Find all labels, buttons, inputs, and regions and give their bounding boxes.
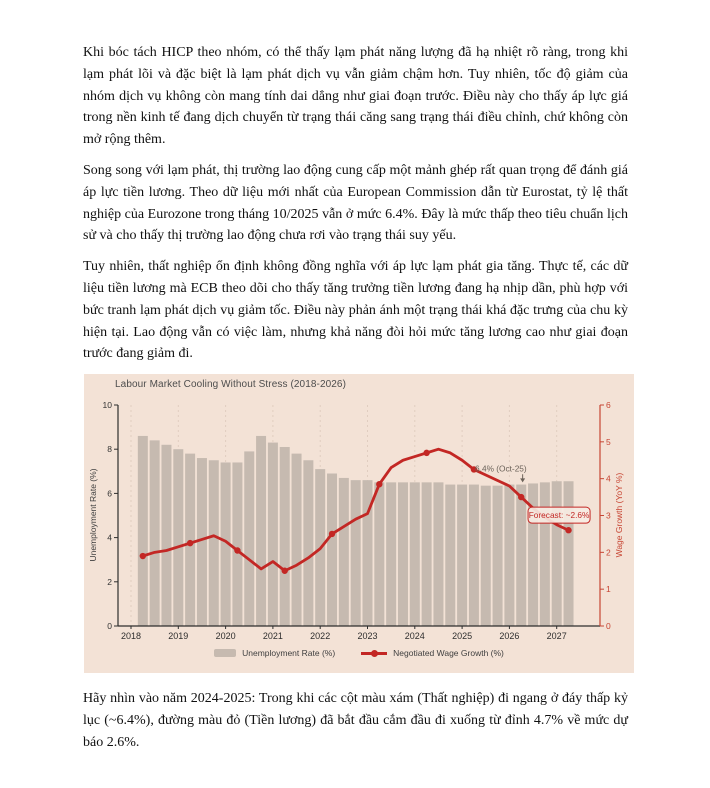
svg-text:Wage Growth (YoY %): Wage Growth (YoY %)	[614, 472, 624, 558]
svg-text:4: 4	[107, 532, 112, 543]
legend-label-wage-growth: Negotiated Wage Growth (%)	[393, 648, 504, 659]
svg-text:2025: 2025	[452, 631, 473, 642]
svg-text:2024: 2024	[404, 631, 425, 642]
svg-text:Unemployment Rate (%): Unemployment Rate (%)	[88, 468, 98, 562]
svg-text:3: 3	[606, 510, 611, 521]
svg-text:0: 0	[606, 621, 611, 632]
svg-text:2022: 2022	[310, 631, 331, 642]
wage-line-icon	[361, 649, 387, 658]
svg-text:2021: 2021	[262, 631, 283, 642]
svg-text:6: 6	[606, 400, 611, 411]
legend-label-unemployment: Unemployment Rate (%)	[242, 648, 336, 659]
svg-text:8: 8	[107, 444, 112, 455]
svg-text:5: 5	[606, 436, 611, 447]
svg-text:2027: 2027	[546, 631, 567, 642]
labour-market-chart	[84, 374, 634, 673]
svg-text:4: 4	[606, 473, 611, 484]
svg-text:0: 0	[107, 621, 112, 632]
svg-text:2: 2	[606, 547, 611, 558]
legend-item-unemployment	[214, 648, 335, 658]
svg-text:6: 6	[107, 488, 112, 499]
svg-text:2018: 2018	[120, 631, 142, 642]
svg-text:2023: 2023	[357, 631, 378, 642]
closing-paragraph: Hãy nhìn vào năm 2024-2025: Trong khi các cột màu xám (Thất nghiệp) đi ngang ở đáy thấp kỷ lục (~6.4%), đường màu đỏ (Tiền lương) đã bắt đầu cắm đầu đi xuống từ đỉnh 4.7% về mức dự báo 2.6%.	[83, 691, 628, 750]
chart-legend	[84, 648, 634, 658]
svg-text:2020: 2020	[215, 631, 236, 642]
chart-plot-area	[84, 374, 634, 646]
chart-title: Labour Market Cooling Without Stress (2018-2026)	[115, 379, 347, 391]
paragraph-hicp: Khi bóc tách HICP theo nhóm, có thể thấy lạm phát năng lượng đã hạ nhiệt rõ ràng, trong khi lạm phát lõi và đặc biệt là lạm phát dịch vụ vẫn giảm chậm hơn. Tuy nhiên, tốc độ giảm của nhóm dịch vụ không còn mang tính dai dẳng như giai đoạn trước. Điều này cho thấy áp lực giá trong nền kinh tế đang dịch chuyển từ trạng thái căng sang trạng thái điều chỉnh, chứ không còn mở rộng thêm.	[83, 45, 628, 148]
legend-item-wage-growth	[361, 648, 504, 658]
svg-text:10: 10	[102, 400, 112, 411]
unemployment-swatch-icon	[214, 649, 236, 657]
paragraph-wage-pressure: Tuy nhiên, thất nghiệp ổn định không đồng nghĩa với áp lực lạm phát gia tăng. Thực tế, các dữ liệu tiền lương mà ECB theo dõi cho thấy tăng trưởng tiền lương đang hạ nhịp dần, phù hợp với bức tranh lạm phát dịch vụ giảm tốc. Điều này phản ánh một trạng thái khá đặc trưng của chu kỳ hiện tại. Lao động vẫn có việc làm, nhưng khả năng đòi hỏi mức tăng lương cao như giai đoạn trước đang giảm đi.	[83, 259, 628, 362]
svg-text:2019: 2019	[168, 631, 189, 642]
svg-text:2026: 2026	[499, 631, 520, 642]
svg-text:1: 1	[606, 584, 611, 595]
svg-text:Forecast: ~2.6%: Forecast: ~2.6%	[528, 510, 590, 521]
paragraph-labour-market: Song song với lạm phát, thị trường lao động cung cấp một mảnh ghép rất quan trọng để đánh giá áp lực tiền lương. Theo dữ liệu mới nhất của European Commission dẫn từ Eurostat, tỷ lệ thất nghiệp của Eurozone trong tháng 10/2025 vẫn ở mức 6.4%. Đây là mức thấp theo tiêu chuẩn lịch sử và cho thấy thị trường lao động chưa rơi vào trạng thái suy yếu.	[83, 162, 628, 244]
svg-text:2: 2	[107, 576, 112, 587]
svg-text:6.4% (Oct-25): 6.4% (Oct-25)	[475, 463, 527, 474]
